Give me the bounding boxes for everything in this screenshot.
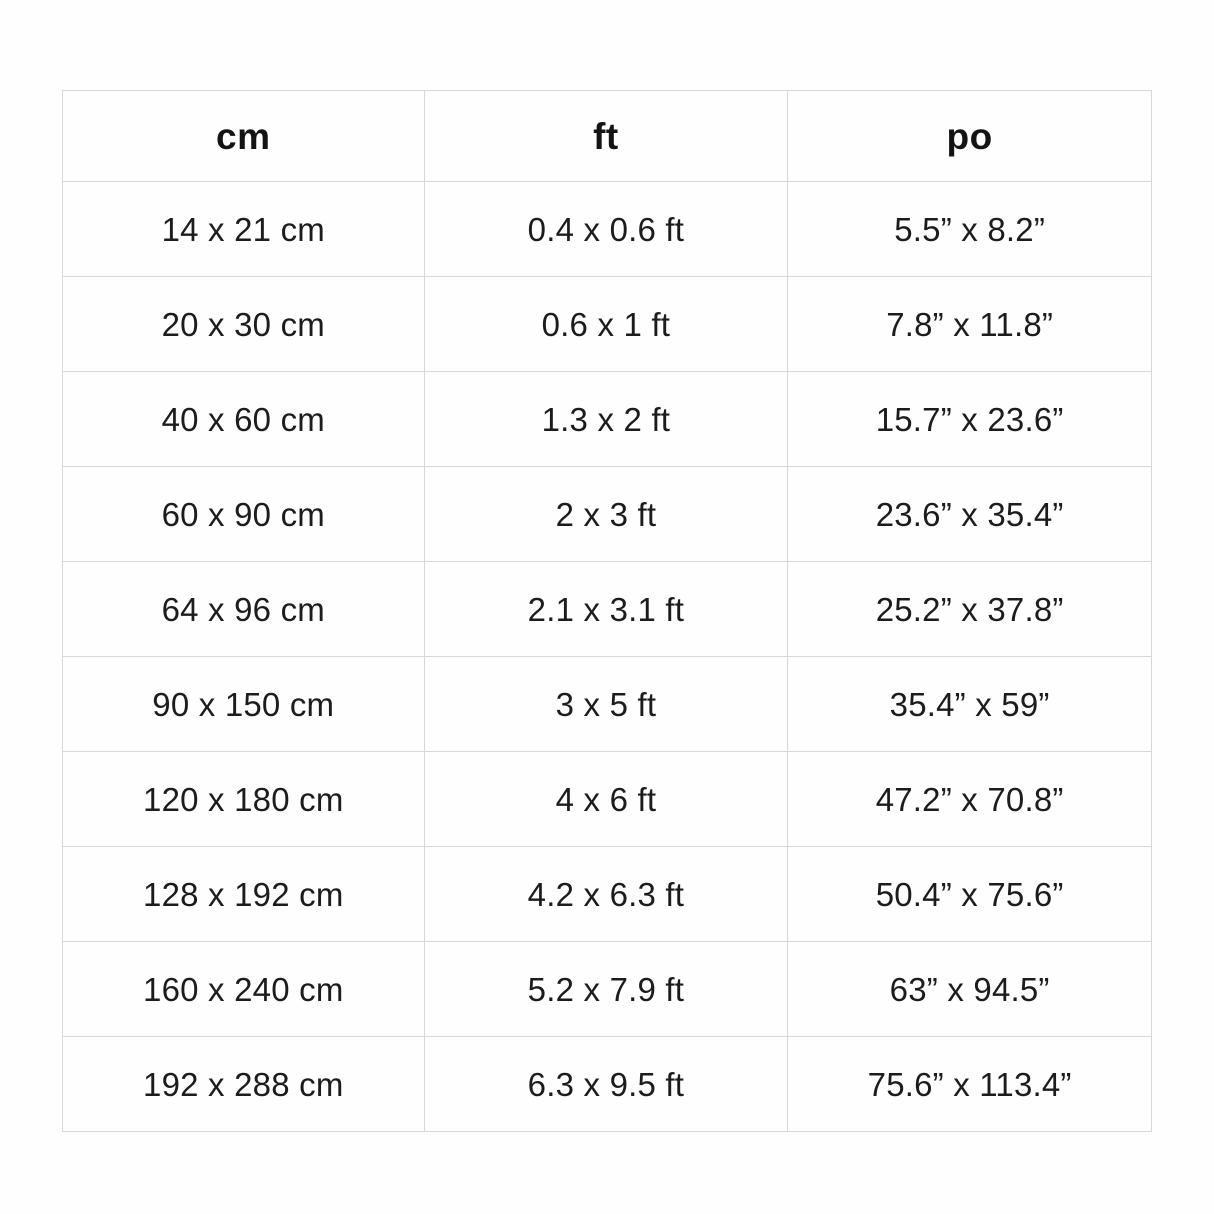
cell-po [788, 847, 1152, 942]
column-header-ft-label: ft [593, 115, 619, 157]
cell-po [788, 562, 1152, 657]
cell-value: 23.6” x 35.4” [875, 495, 1064, 533]
cell-po [788, 467, 1152, 562]
cell-value: 5.5” x 8.2” [894, 210, 1046, 248]
cell-value: 7.8” x 11.8” [886, 305, 1054, 343]
cell-value: 192 x 288 cm [143, 1065, 344, 1103]
cell-ft [424, 657, 788, 752]
cell-value: 15.7” x 23.6” [875, 400, 1064, 438]
column-header-ft [424, 91, 788, 182]
cell-po [788, 182, 1152, 277]
column-header-po [788, 91, 1152, 182]
table-row [63, 847, 1152, 942]
cell-po [788, 752, 1152, 847]
cell-cm [63, 562, 425, 657]
column-header-cm [63, 91, 425, 182]
cell-cm [63, 752, 425, 847]
column-header-cm-label: cm [216, 115, 271, 157]
cell-value: 3 x 5 ft [555, 685, 657, 723]
cell-value: 6.3 x 9.5 ft [527, 1065, 685, 1103]
cell-value: 64 x 96 cm [161, 590, 325, 628]
cell-value: 50.4” x 75.6” [875, 875, 1064, 913]
cell-po [788, 1037, 1152, 1132]
cell-value: 47.2” x 70.8” [875, 780, 1064, 818]
cell-cm [63, 372, 425, 467]
cell-value: 128 x 192 cm [143, 875, 344, 913]
cell-value: 75.6” x 113.4” [867, 1065, 1072, 1103]
table-row [63, 1037, 1152, 1132]
cell-cm [63, 1037, 425, 1132]
cell-value: 0.6 x 1 ft [541, 305, 671, 343]
cell-ft [424, 372, 788, 467]
cell-cm [63, 467, 425, 562]
cell-po [788, 277, 1152, 372]
column-header-po-label: po [946, 115, 993, 157]
cell-ft [424, 847, 788, 942]
cell-value: 20 x 30 cm [161, 305, 325, 343]
table-row [63, 657, 1152, 752]
cell-po [788, 657, 1152, 752]
table-row [63, 277, 1152, 372]
cell-ft [424, 277, 788, 372]
cell-value: 2 x 3 ft [555, 495, 657, 533]
cell-po [788, 372, 1152, 467]
cell-ft [424, 1037, 788, 1132]
cell-cm [63, 277, 425, 372]
table-row [63, 942, 1152, 1037]
cell-value: 40 x 60 cm [161, 400, 325, 438]
cell-cm [63, 182, 425, 277]
cell-value: 14 x 21 cm [161, 210, 325, 248]
cell-value: 160 x 240 cm [143, 970, 344, 1008]
cell-value: 63” x 94.5” [889, 970, 1050, 1008]
table-row [63, 372, 1152, 467]
cell-cm [63, 942, 425, 1037]
size-conversion-table-container [62, 90, 1152, 1132]
table-header-row [63, 91, 1152, 182]
cell-value: 2.1 x 3.1 ft [527, 590, 685, 628]
cell-value: 35.4” x 59” [889, 685, 1050, 723]
table-row [63, 182, 1152, 277]
cell-ft [424, 562, 788, 657]
cell-value: 1.3 x 2 ft [541, 400, 671, 438]
table-row [63, 562, 1152, 657]
cell-value: 4.2 x 6.3 ft [527, 875, 685, 913]
table-row [63, 467, 1152, 562]
cell-value: 60 x 90 cm [161, 495, 325, 533]
table-row [63, 752, 1152, 847]
table-body [63, 182, 1152, 1132]
cell-cm [63, 847, 425, 942]
cell-ft [424, 752, 788, 847]
cell-value: 25.2” x 37.8” [875, 590, 1064, 628]
cell-ft [424, 467, 788, 562]
cell-po [788, 942, 1152, 1037]
cell-value: 120 x 180 cm [143, 780, 344, 818]
table-header [63, 91, 1152, 182]
cell-ft [424, 942, 788, 1037]
size-conversion-table [62, 90, 1152, 1132]
cell-cm [63, 657, 425, 752]
cell-value: 0.4 x 0.6 ft [527, 210, 685, 248]
cell-value: 5.2 x 7.9 ft [527, 970, 685, 1008]
cell-ft [424, 182, 788, 277]
cell-value: 90 x 150 cm [152, 685, 335, 723]
cell-value: 4 x 6 ft [555, 780, 657, 818]
